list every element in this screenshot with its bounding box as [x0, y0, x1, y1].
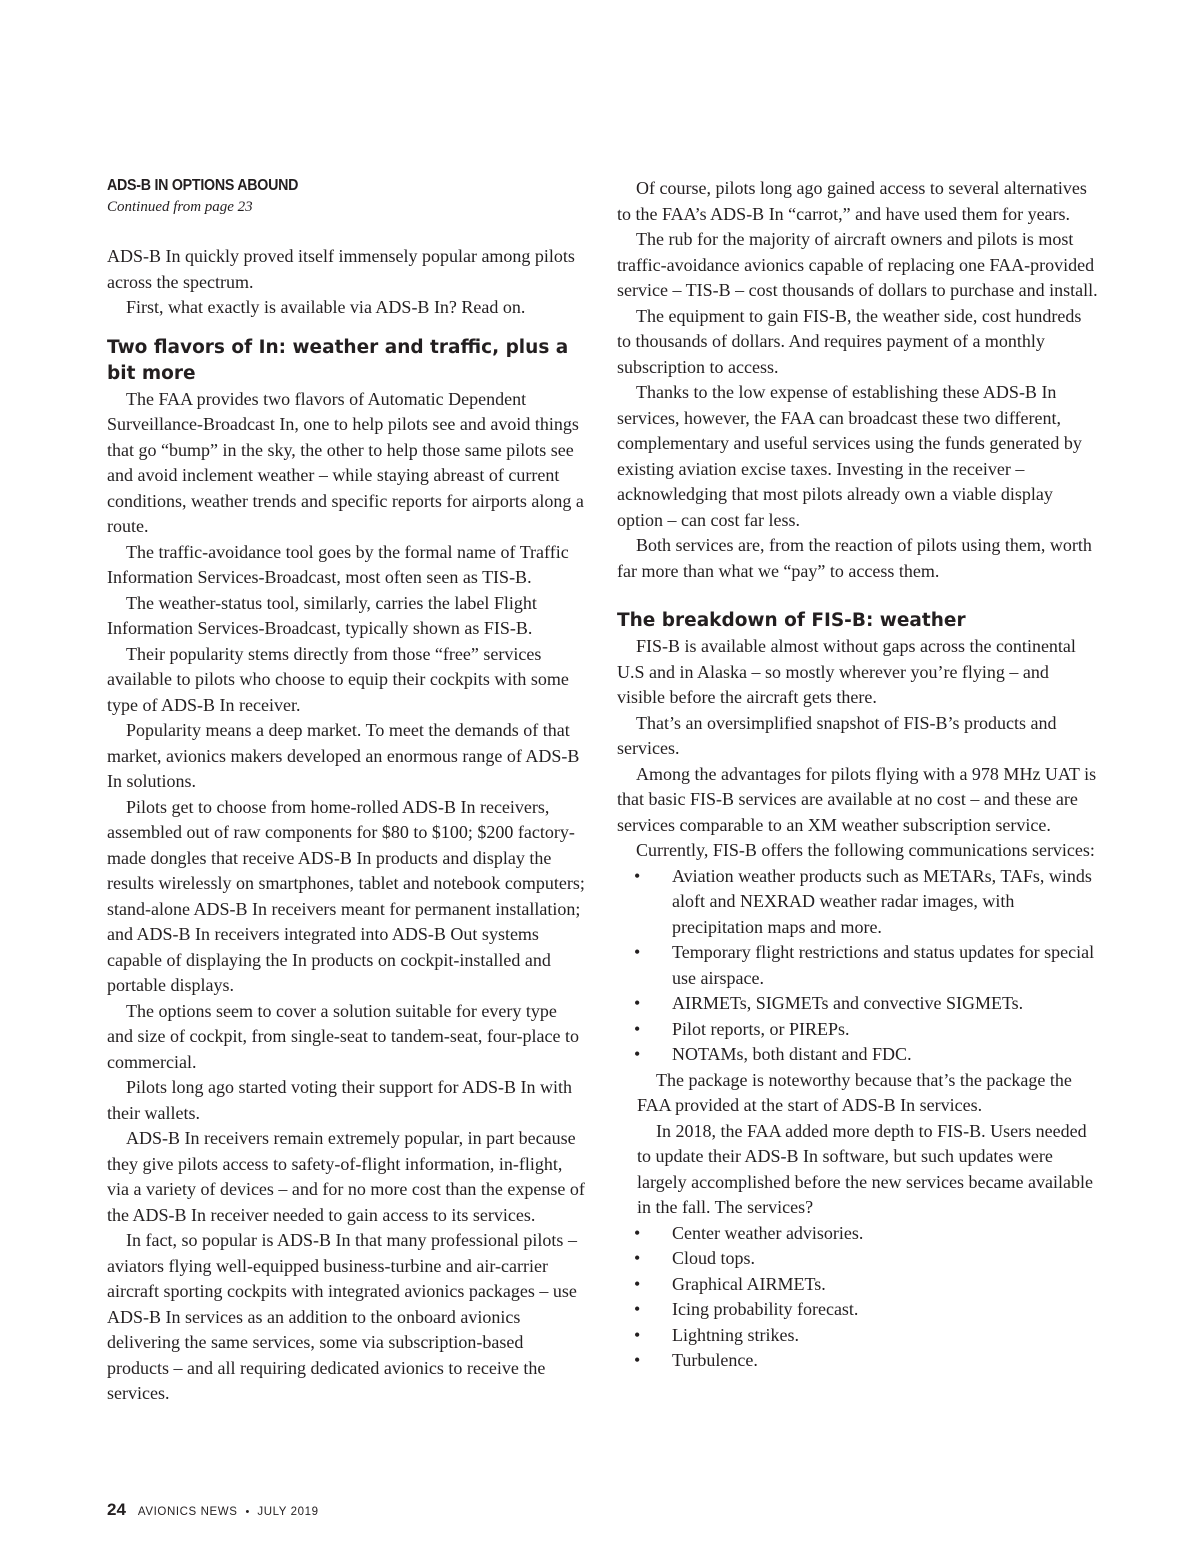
paragraph: Thanks to the low expense of establishing these ADS-B In services, however, the FAA can broadcast these two different, complementary and useful services using the funds generated by existing aviation excise taxes. Investing in the receiver – acknowledging that most pilots already own a viable display option – can cost far less. [617, 382, 1082, 530]
paragraph: The FAA provides two flavors of Automatic Dependent Surveillance-Broadcast In, one to help pilots see and avoid things that go “bump” in the sky, the other to help those same pilots see and avoid inclement weather – while staying abreast of current conditions, weather trends and specific reports for airports along a route. [107, 388, 584, 536]
list-item: • Center weather advisories. [617, 1221, 1099, 1247]
paragraph: Of course, pilots long ago gained access to several alternatives to the FAA’s ADS-B In “carrot,” and have used them for years. [617, 178, 1087, 224]
paragraph: Pilots long ago started voting their support for ADS-B In with their wallets. [107, 1077, 572, 1123]
new-services-list [617, 1221, 1099, 1374]
bullet-icon: • [634, 1044, 641, 1064]
bullet-icon: • [634, 942, 641, 962]
bullet-icon: • [634, 1222, 641, 1243]
paragraph: That’s an oversimplified snapshot of FIS-B’s products and services. [617, 712, 1057, 758]
list-item: • Temporary flight restrictions and status updates for special use airspace. [634, 942, 1095, 988]
paragraph: Among the advantages for pilots flying with a 978 MHz UAT is that basic FIS-B services are available at no cost – and these are services comparable to an XM weather subscription service. [617, 763, 1097, 835]
paragraph: ADS-B In receivers remain extremely popular, in part because they give pilots access to safety-of-flight information, in-flight, via a variety of devices – and for no more cost than the expense of the ADS-B In receiver needed to gain access to its services. [107, 1128, 585, 1225]
bullet-icon: • [634, 1248, 641, 1268]
paragraph: The weather-status tool, similarly, carries the label Flight Information Services-Broadcast, typically shown as FIS-B. [107, 592, 537, 638]
list-item: • NOTAMs, both distant and FDC. [617, 1042, 1099, 1068]
bullet-icon: • [634, 865, 641, 886]
list-item: • Graphical AIRMETs. [617, 1272, 1099, 1298]
list-item: • Pilot reports, or PIREPs. [617, 1017, 1099, 1043]
list-item: • Icing probability forecast. [617, 1297, 1099, 1323]
publication-name: AVIONICS NEWS [137, 1506, 238, 1518]
list-item: • AIRMETs, SIGMETs and convective SIGMETs. [617, 991, 1099, 1017]
paragraph: In 2018, the FAA added more depth to FIS-B. Users needed to update their ADS-B In software, but such updates were largely accomplished before the new services became available in the fall. The services? [637, 1120, 1093, 1217]
bullet-icon: • [634, 1350, 641, 1370]
footer-separator: • [245, 1506, 250, 1518]
section-heading: Two flavors of In: weather and traffic, plus a bit more [107, 336, 569, 384]
list-item: • Turbulence. [617, 1348, 1099, 1374]
indented-block [617, 1068, 1099, 1221]
paragraph: The rub for the majority of aircraft owners and pilots is most traffic-avoidance avionics capable of replacing one FAA-provided service – TIS-B – cost thousands of dollars to purchase and install. [617, 229, 1098, 300]
paragraph: ADS-B In quickly proved itself immensely popular among pilots across the spectrum. [107, 246, 575, 292]
paragraph: Both services are, from the reaction of pilots using them, worth far more than what we “pay” to access them. [617, 535, 1092, 581]
bullet-icon: • [634, 1273, 641, 1294]
list-item: • Lightning strikes. [617, 1323, 1099, 1349]
issue-date: JULY 2019 [257, 1506, 319, 1518]
bullet-icon: • [634, 1018, 641, 1039]
paragraph: The package is noteworthy because that’s the package the FAA provided at the start of ADS-B In services. [637, 1069, 1072, 1115]
bullet-icon: • [634, 1299, 641, 1319]
page-number: 24 [107, 1500, 126, 1519]
list-item: • Cloud tops. [617, 1246, 1099, 1272]
bullet-icon: • [634, 1324, 641, 1345]
bullet-icon: • [634, 993, 641, 1013]
article-kicker: ADS-B IN OPTIONS ABOUND [107, 177, 299, 194]
paragraph: Currently, FIS-B offers the following communications services: [636, 840, 1095, 860]
paragraph: In fact, so popular is ADS-B In that many professional pilots – aviators flying well-equipped business-turbine and air-carrier aircraft sporting cockpits with integrated avionics packages – use ADS-B In services as an addition to the onboard avionics delivering the same services, some via subscription-based products – and all requiring dedicated avionics to receive the services. [107, 1230, 577, 1403]
left-column [107, 176, 587, 1407]
paragraph: The options seem to cover a solution suitable for every type and size of cockpit, from single-seat to tandem-seat, four-place to commercial. [107, 1000, 579, 1072]
paragraph: First, what exactly is available via ADS-B In? Read on. [126, 297, 526, 317]
section-heading: The breakdown of FIS-B: weather [617, 610, 966, 631]
list-item: • Aviation weather products such as METARs, TAFs, winds aloft and NEXRAD weather radar images, with precipitation maps and more. [634, 865, 1092, 937]
paragraph: The equipment to gain FIS-B, the weather side, cost hundreds to thousands of dollars. And requires payment of a monthly subscription to access. [617, 305, 1082, 377]
services-list [617, 864, 1099, 1068]
paragraph: FIS-B is available almost without gaps across the continental U.S and in Alaska – so mostly wherever you’re flying – and visible before the aircraft gets there. [617, 636, 1076, 707]
paragraph: Popularity means a deep market. To meet the demands of that market, avionics makers developed an enormous range of ADS-B In solutions. [107, 720, 580, 791]
page-footer [107, 1500, 319, 1520]
right-column [617, 176, 1099, 1374]
paragraph: The traffic-avoidance tool goes by the formal name of Traffic Information Services-Broadcast, most often seen as TIS-B. [107, 541, 569, 587]
paragraph: Their popularity stems directly from those “free” services available to pilots who choose to equip their cockpits with some type of ADS-B In receiver. [107, 643, 569, 715]
continued-note: Continued from page 23 [107, 199, 253, 215]
paragraph: Pilots get to choose from home-rolled ADS-B In receivers, assembled out of raw components for $80 to $100; $200 factory-made dongles that receive ADS-B In products and display the results wirelessly on smartphones, tablet and notebook computers; stand-alone ADS-B In receivers meant for permanent installation; and ADS-B In receivers integrated into ADS-B Out systems capable of displaying the In products on cockpit-installed and portable displays. [107, 796, 585, 995]
